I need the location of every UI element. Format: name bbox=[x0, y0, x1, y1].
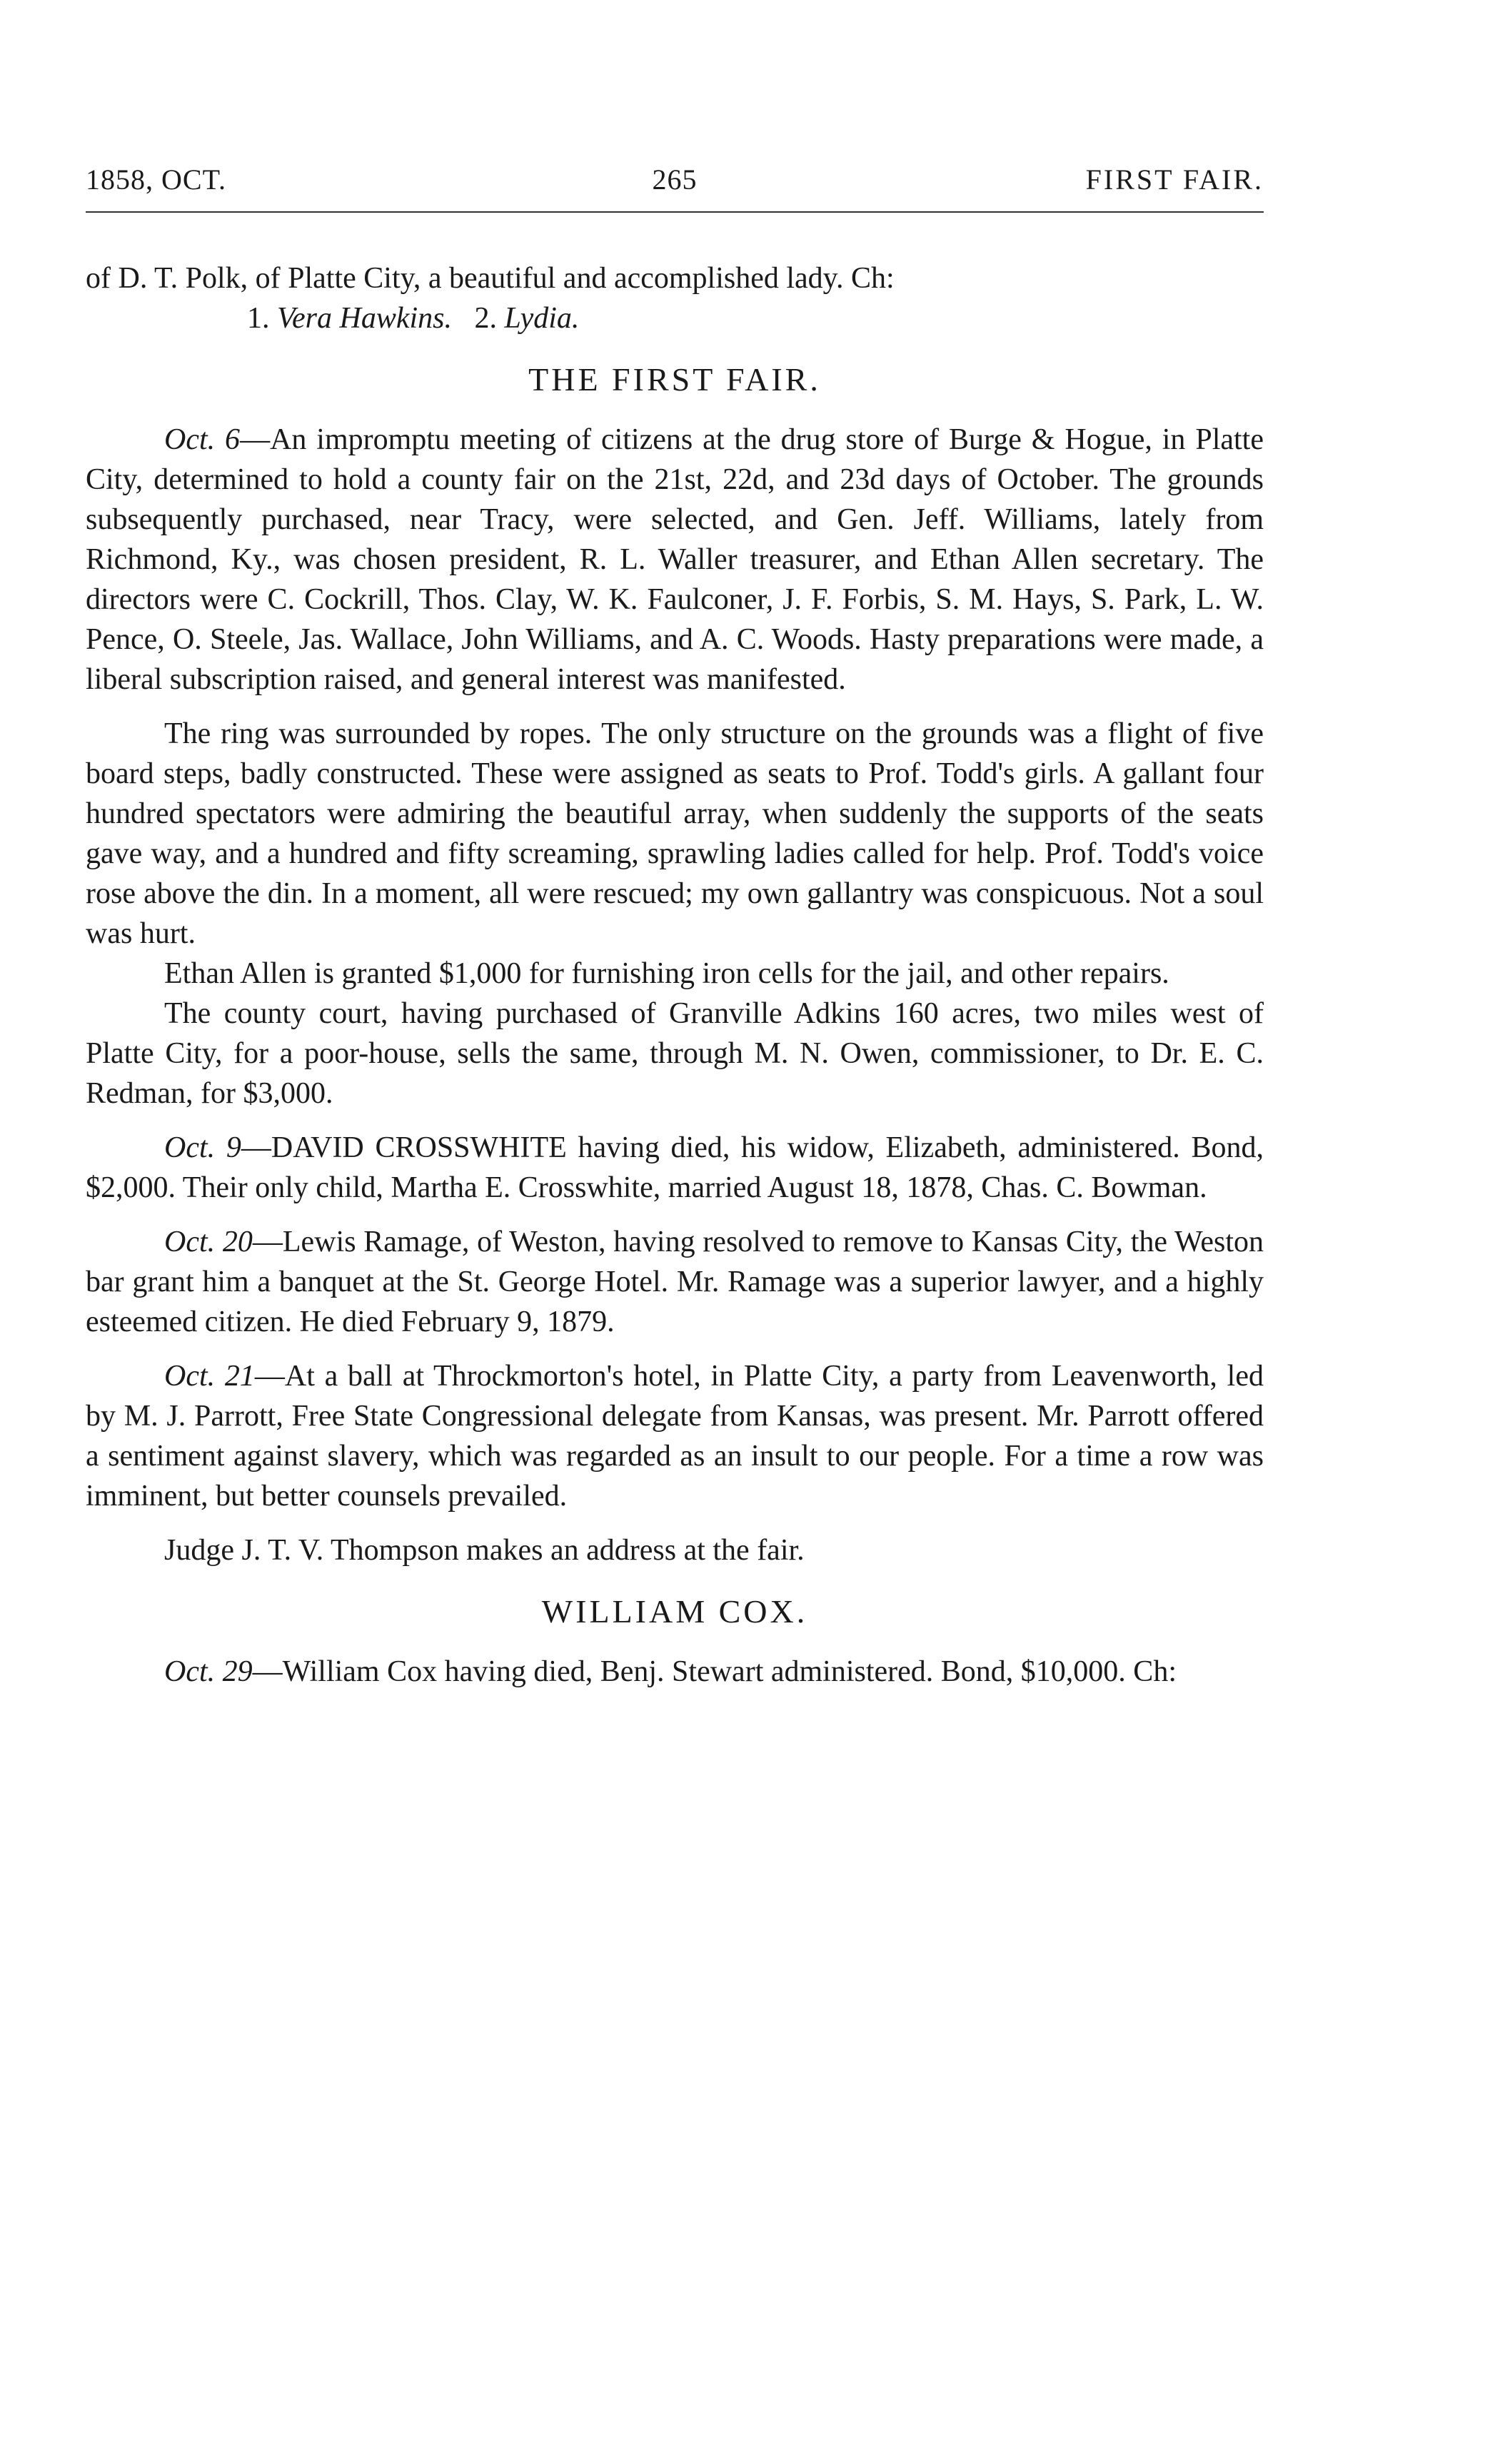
entry-date: Oct. 21 bbox=[164, 1360, 255, 1393]
entry-oct-21 bbox=[86, 1356, 1264, 1516]
section-title-william-cox: WILLIAM COX. bbox=[541, 1593, 808, 1630]
children-number-1: 1. bbox=[247, 302, 270, 335]
entry-text: —An impromptu meeting of citizens at the drug store of Burge & Hogue, in Platte City, determined to hold a county fair on the 21st, 22d, and 23d days of October. The grounds subsequently purchased, near Tracy, were selected, and Gen. Jeff. Williams, lately from Richmond, Ky., was chosen president, R. L. Waller treasurer, and Ethan Allen secretary. The directors were C. Cockrill, Thos. Clay, W. K. Faulconer, J. F. Forbis, S. M. Hays, S. Park, L. W. Pence, O. Steele, Jas. Wallace, John Williams, and A. C. Woods. Hasty preparations were made, a liberal subscription raised, and general interest was manifested. bbox=[86, 423, 1264, 696]
section-title-first-fair: THE FIRST FAIR. bbox=[528, 361, 821, 398]
children-number-2: 2. bbox=[474, 302, 497, 335]
header-date: 1858, OCT. bbox=[86, 163, 227, 196]
page-body bbox=[86, 258, 1264, 1706]
header-rule bbox=[86, 211, 1264, 213]
entry-text: —Lewis Ramage, of Weston, having resolved to remove to Kansas City, the Weston bar grant him a banquet at the St. George Hotel. Mr. Ramage was a superior lawyer, and a highly esteemed citizen. He died February 9, 1879. bbox=[86, 1226, 1264, 1338]
paragraph-thompson: Judge J. T. V. Thompson makes an address at the fair. bbox=[164, 1534, 805, 1567]
entry-date: Oct. 6 bbox=[164, 423, 241, 456]
entry-oct-6 bbox=[86, 420, 1264, 700]
continuation-text: of D. T. Polk, of Platte City, a beautiful and accomplished lady. Ch: bbox=[86, 262, 895, 295]
child-name-2: Lydia. bbox=[504, 302, 580, 335]
entry-text: —William Cox having died, Benj. Stewart administered. Bond, $10,000. Ch: bbox=[252, 1655, 1177, 1688]
header-section-title: FIRST FAIR. bbox=[1085, 163, 1264, 196]
child-name-1: Vera Hawkins. bbox=[277, 302, 452, 335]
entry-date: Oct. 29 bbox=[164, 1655, 253, 1688]
children-list bbox=[86, 298, 1264, 338]
entry-oct-9 bbox=[86, 1128, 1264, 1208]
running-head bbox=[86, 163, 1264, 197]
entry-oct-20 bbox=[86, 1222, 1264, 1342]
entry-date: Oct. 20 bbox=[164, 1226, 253, 1258]
entry-text: —At a ball at Throckmorton's hotel, in Platte City, a party from Leavenworth, led by M. J. Parrott, Free State Congressional delegate from Kansas, was present. Mr. Parrott offered a sentiment against slavery, which was regarded as an insult to our people. For a time a row was imminent, but better counsels prevailed. bbox=[86, 1360, 1264, 1513]
paragraph-county-court: The county court, having purchased of Granville Adkins 160 acres, two miles west of Platte City, for a poor-house, sells the same, through M. N. Owen, commissioner, to Dr. E. C. Redman, for $3,000. bbox=[86, 997, 1264, 1110]
paragraph-ethan-allen: Ethan Allen is granted $1,000 for furnishing iron cells for the jail, and other repairs. bbox=[164, 957, 1169, 990]
continuation-paragraph bbox=[86, 258, 1264, 298]
page-number: 265 bbox=[652, 163, 698, 196]
paragraph-ring: The ring was surrounded by ropes. The only structure on the grounds was a flight of five board steps, badly constructed. These were assigned as seats to Prof. Todd's girls. A gallant four hundred spectators were admiring the beautiful array, when suddenly the supports of the seats gave way, and a hundred and fifty screaming, sprawling ladies called for help. Prof. Todd's voice rose above the din. In a moment, all were rescued; my own gallantry was conspicuous. Not a soul was hurt. bbox=[86, 717, 1264, 950]
entry-oct-29 bbox=[86, 1652, 1264, 1692]
entry-text: —DAVID CROSSWHITE having died, his widow, Elizabeth, administered. Bond, $2,000. Their only child, Martha E. Crosswhite, married August 18, 1878, Chas. C. Bowman. bbox=[86, 1131, 1264, 1204]
entry-date: Oct. 9 bbox=[164, 1131, 241, 1164]
